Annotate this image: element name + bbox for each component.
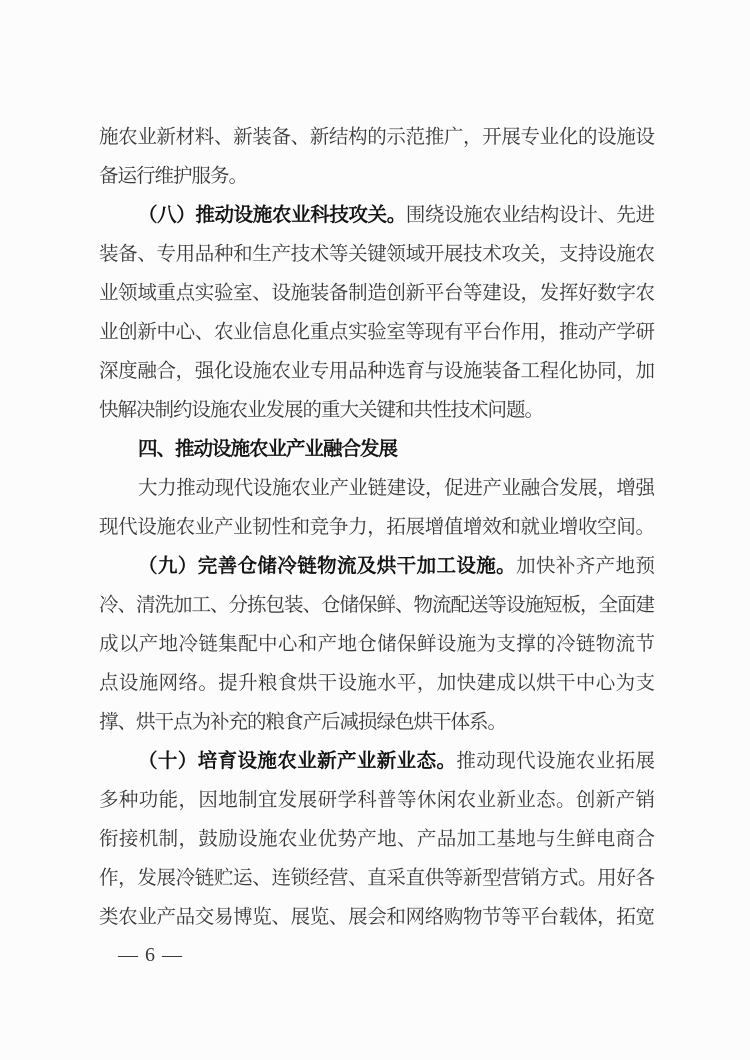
body-text: 类农业产品交易博览、展览、展会和网络购物节等平台载体，拓宽 (99, 907, 654, 928)
text-line (99, 157, 654, 196)
text-line (99, 391, 654, 430)
text-line (99, 352, 654, 391)
body-text: 加快补齐产地预 (516, 556, 654, 577)
text-line (99, 664, 654, 703)
text-line (99, 508, 654, 547)
body-text: 现代设施农业产业韧性和竞争力，拓展增值增效和就业增收空间。 (99, 517, 654, 538)
text-line (99, 547, 654, 586)
body-text: 围绕设施农业结构设计、先进 (405, 205, 654, 226)
body-text: 点设施网络。提升粮食烘干设施水平，加快建成以烘干中心为支 (99, 673, 654, 694)
body-text: 多种功能，因地制宜发展研学科普等休闲农业新业态。创新产销 (99, 790, 654, 811)
section-title: （十）培育设施农业新产业新业态。 (138, 751, 457, 772)
body-text: 撑、烘干点为补充的粮食产后减损绿色烘干体系。 (99, 712, 507, 733)
page-number: — 6 — (118, 944, 183, 966)
text-line (99, 820, 654, 859)
body-text: 大力推动现代设施农业产业链建设，促进产业融合发展，增强 (138, 478, 654, 499)
body-text: 深度融合，强化设施农业专用品种选育与设施装备工程化协同，加 (99, 361, 654, 382)
text-line (99, 274, 654, 313)
text-line (99, 118, 654, 157)
body-text: 衔接机制，鼓励设施农业优势产地、产品加工基地与生鲜电商合 (99, 829, 654, 850)
text-line (99, 898, 654, 937)
body-text: 施农业新材料、新装备、新结构的示范推广，开展专业化的设施设 (99, 127, 654, 148)
text-line (99, 703, 654, 742)
body-text: 快解决制约设施农业发展的重大关键和共性技术问题。 (99, 400, 544, 421)
section-title: （九）完善仓储冷链物流及烘干加工设施。 (138, 556, 517, 577)
body-text: 成以产地冷链集配中心和产地仓储保鲜设施为支撑的冷链物流节 (99, 634, 654, 655)
body-text: 作，发展冷链贮运、连锁经营、直采直供等新型营销方式。用好各 (99, 868, 654, 889)
text-line (99, 742, 654, 781)
body-text: 业领域重点实验室、设施装备制造创新平台等建设，发挥好数字农 (99, 283, 654, 304)
text-line (99, 469, 654, 508)
body-text: 备运行维护服务。 (99, 166, 248, 187)
text-line (99, 781, 654, 820)
section-title: 四、推动设施农业产业融合发展 (138, 438, 398, 460)
section-title: （八）推动设施农业科技攻关。 (138, 205, 406, 226)
body-text: 业创新中心、农业信息化重点实验室等现有平台作用，推动产学研 (99, 322, 654, 343)
text-line (99, 430, 654, 469)
body-text: 推动现代设施农业拓展 (456, 751, 654, 772)
text-line (99, 625, 654, 664)
text-line (99, 313, 654, 352)
text-line (99, 196, 654, 235)
body-text: 冷、清洗加工、分拣包装、仓储保鲜、物流配送等设施短板，全面建 (99, 595, 655, 616)
text-line (99, 859, 654, 898)
text-line (99, 586, 654, 625)
text-line (99, 235, 654, 274)
document-body (99, 118, 654, 937)
body-text: 装备、专用品种和生产技术等关键领域开展技术攻关，支持设施农 (99, 244, 654, 265)
